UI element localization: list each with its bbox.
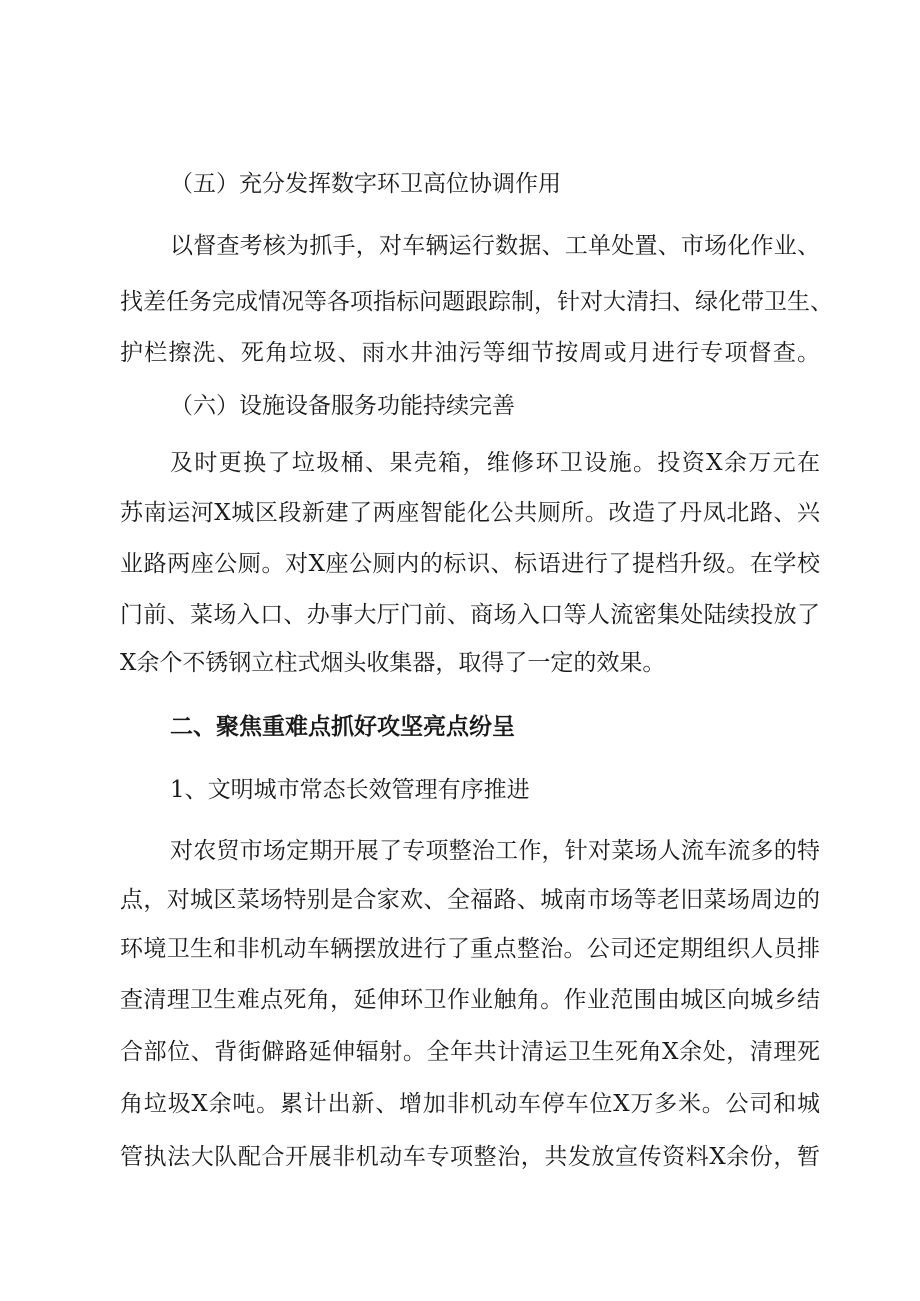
sub1-line-4: 查清理卫生难点死角，延伸环卫作业触角。作业范围由城区向城乡结 [120, 987, 820, 1013]
section6-line-3: 业路两座公厕。对X座公厕内的标识、标语进行了提档升级。在学校 [120, 551, 820, 577]
section5-line-2: 找差任务完成情况等各项指标问题跟踪制，针对大清扫、绿化带卫生、 [120, 289, 833, 315]
part2-heading: 二、聚焦重难点抓好攻坚亮点纷呈 [170, 714, 515, 740]
sub1-line-2: 点，对城区菜场特别是合家欢、全福路、城南市场等老旧菜场周边的 [120, 887, 820, 913]
section6-line-4: 门前、菜场入口、办事大厅门前、商场入口等人流密集处陆续投放了 [120, 602, 820, 628]
sub1-line-3: 环境卫生和非机动车辆摆放进行了重点整治。公司还定期组织人员排 [120, 936, 820, 962]
section6-line-2: 苏南运河X城区段新建了两座智能化公共厕所。改造了丹凤北路、兴 [120, 500, 820, 526]
section6-line-5: X余个不锈钢立柱式烟头收集器，取得了一定的效果。 [120, 650, 666, 676]
sub1-line-6: 角垃圾X余吨。累计出新、增加非机动车停车位X万多米。公司和城 [120, 1091, 820, 1117]
sub1-line-7: 管执法大队配合开展非机动车专项整治，共发放宣传资料X余份，暂 [120, 1144, 820, 1170]
section5-line-3: 护栏擦洗、死角垃圾、雨水井油污等细节按周或月进行专项督查。 [120, 340, 820, 366]
section5-line-1: 以督查考核为抓手，对车辆运行数据、工单处置、市场化作业、 [170, 233, 820, 259]
section6-line-1: 及时更换了垃圾桶、果壳箱，维修环卫设施。投资X余万元在 [170, 450, 820, 476]
sub1-line-5: 合部位、背街僻路延伸辐射。全年共计清运卫生死角X余处，清理死 [120, 1039, 820, 1065]
sub1-heading: 1、文明城市常态长效管理有序推进 [170, 777, 530, 803]
section6-heading: （六）设施设备服务功能持续完善 [170, 393, 515, 419]
section5-heading: （五）充分发挥数字环卫高位协调作用 [170, 171, 561, 197]
sub1-line-1: 对农贸市场定期开展了专项整治工作，针对菜场人流车流多的特 [170, 838, 820, 864]
